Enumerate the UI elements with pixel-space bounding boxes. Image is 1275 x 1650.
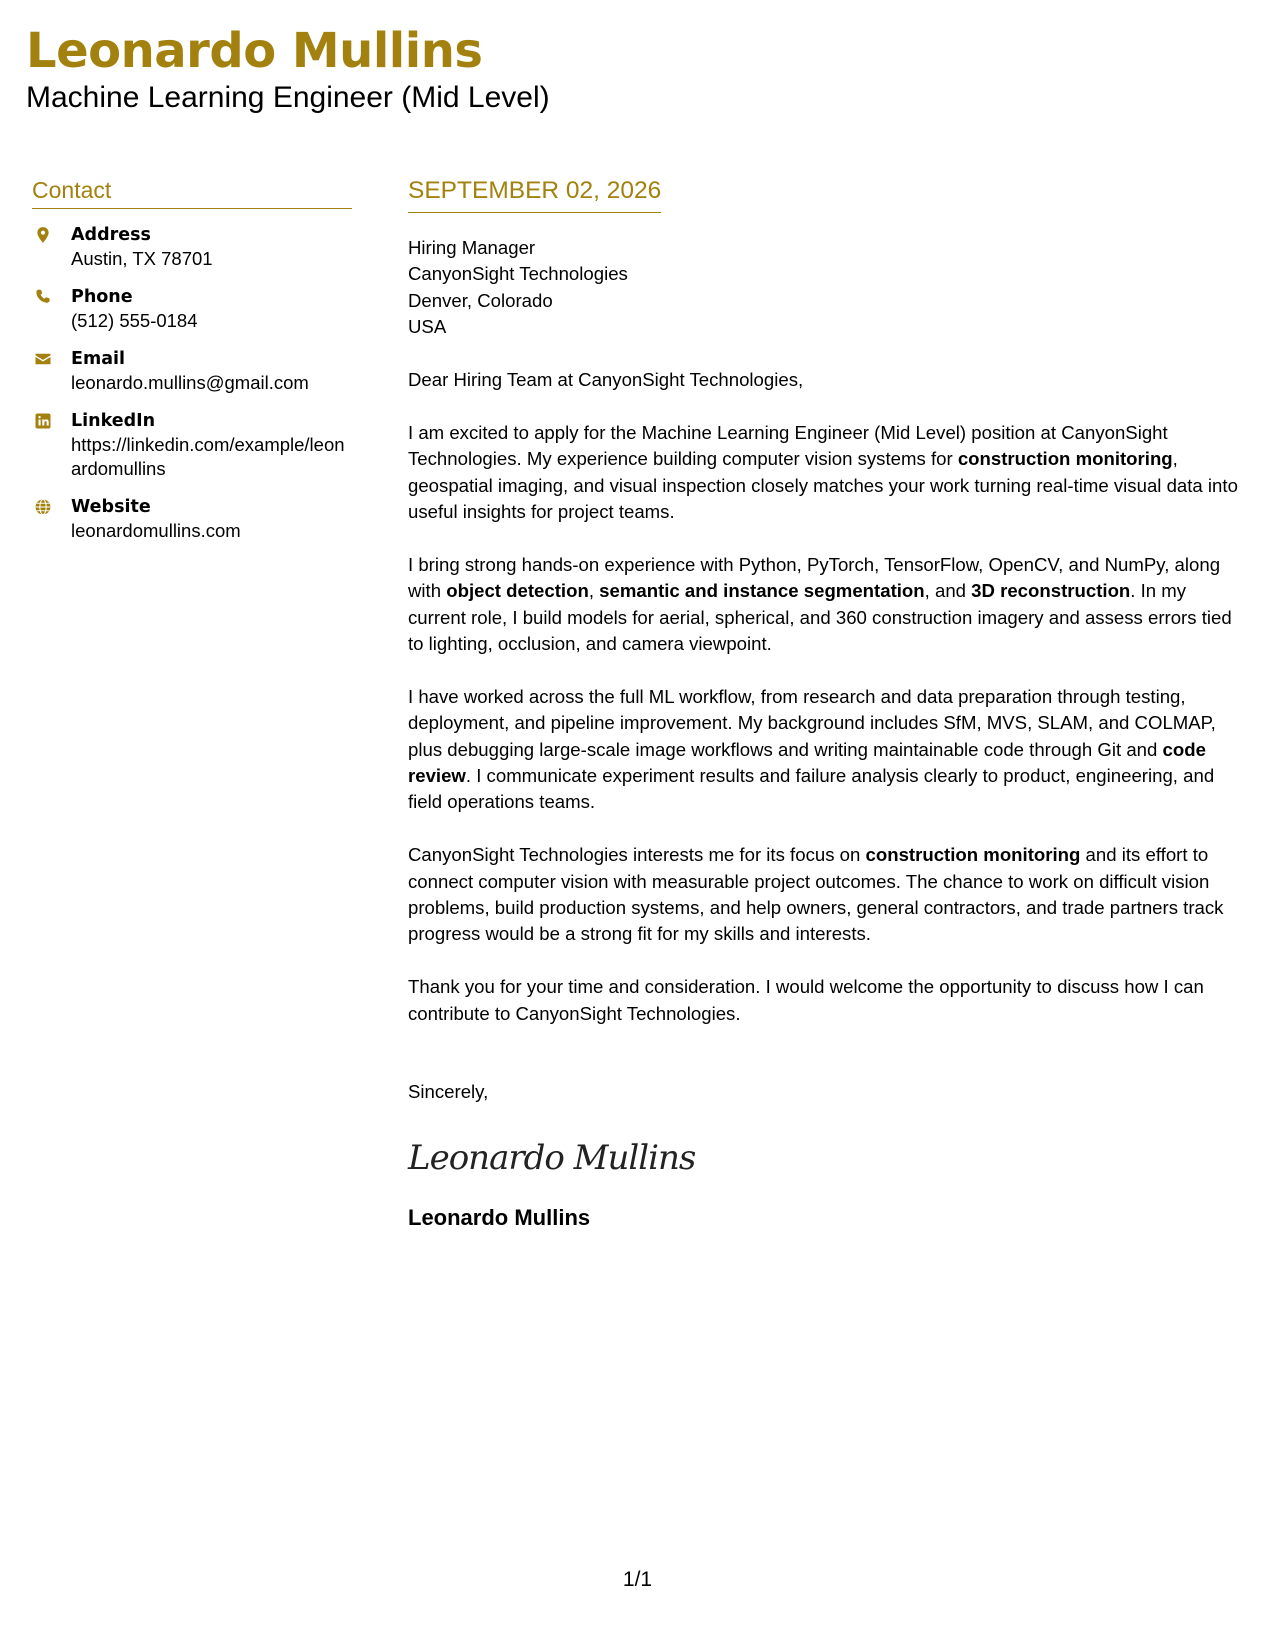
paragraph-1 [408, 420, 1238, 526]
linkedin-icon [34, 412, 52, 430]
recipient-line: Denver, Colorado [408, 289, 553, 311]
contact-phone [32, 285, 352, 333]
closing: Sincerely, [408, 1081, 489, 1103]
text-run: I am excited to apply for the Machine Learning Engineer (Mid Level) position at CanyonSight Technologies. My experience building computer vision systems for [408, 421, 1168, 470]
contact-label: Website [71, 497, 151, 517]
envelope-icon [34, 350, 52, 368]
bold-phrase: construction monitoring [865, 844, 1081, 866]
contact-label: Phone [71, 287, 133, 307]
bold-phrase: 3D reconstruction [971, 580, 1131, 602]
paragraph-4 [408, 842, 1238, 948]
text-run: , [588, 580, 600, 602]
header [26, 22, 550, 116]
contact-label: Address [71, 225, 151, 245]
bold-phrase: semantic and instance segmentation [599, 580, 925, 602]
recipient-line: CanyonSight Technologies [408, 263, 628, 285]
paragraph-2 [408, 552, 1238, 658]
text-run: . In my current role, I build models for aerial, spherical, and 360 construction imagery and assess errors tied to lighting, occlusion, and camera viewpoint. [408, 580, 1232, 655]
text-run: , geospatial imaging, and visual inspection closely matches your work turning real-time visual data into useful insights for project teams. [408, 448, 1238, 523]
contact-heading: Contact [32, 176, 352, 209]
signature: Leonardo Mullins [408, 1137, 696, 1178]
recipient-line: USA [408, 316, 447, 338]
text-run: and its effort to connect computer vision with measurable project outcomes. The chance to work on difficult vision problems, build production systems, and help owners, general contractors, and trade partners track progress would be a strong fit for my skills and interests. [408, 844, 1224, 945]
paragraph-3 [408, 684, 1238, 816]
contact-linkedin [32, 409, 352, 481]
phone-icon [34, 288, 52, 306]
signer-name: Leonardo Mullins [408, 1204, 591, 1230]
text-run: I have worked across the full ML workflow, from research and data preparation through testing, deployment, and pipeline improvement. My background includes SfM, MVS, SLAM, and COLMAP, plus debugging large-scale image workflows and writing maintainable code through Git and [408, 685, 1216, 760]
contact-label: LinkedIn [71, 411, 156, 431]
contact-value: leonardomullins.com [71, 520, 241, 541]
map-pin-icon [34, 226, 52, 244]
text-run: , and [924, 580, 972, 602]
letter-body [408, 176, 1238, 1232]
letter-date: SEPTEMBER 02, 2026 [408, 177, 662, 204]
text-run: CanyonSight Technologies interests me for its focus on [408, 844, 866, 866]
recipient-line: Hiring Manager [408, 237, 536, 258]
paragraph-5: Thank you for your time and consideration. I would welcome the opportunity to discuss how I can contribute to CanyonSight Technologies. [408, 976, 1204, 1024]
contact-sidebar [32, 176, 352, 543]
contact-address [32, 223, 352, 271]
text-run: . I communicate experiment results and failure analysis clearly to product, engineering, and field operations teams. [408, 765, 1215, 813]
job-title: Machine Learning Engineer (Mid Level) [26, 81, 550, 114]
bold-phrase: construction monitoring [957, 448, 1173, 470]
contact-value: (512) 555-0184 [71, 310, 198, 331]
bold-phrase: object detection [446, 580, 589, 602]
contact-website [32, 495, 352, 543]
contact-value: Austin, TX 78701 [71, 248, 213, 269]
contact-email [32, 347, 352, 395]
salutation: Dear Hiring Team at CanyonSight Technologies, [408, 369, 804, 391]
bold-phrase: code review [408, 738, 1206, 787]
contact-label: Email [71, 349, 125, 369]
contact-value: leonardo.mullins@gmail.com [71, 372, 309, 393]
date-block [408, 176, 661, 213]
globe-icon [34, 498, 52, 516]
contact-value: https://linkedin.com/example/leonardomullins [71, 434, 345, 479]
applicant-name: Leonardo Mullins [26, 23, 483, 79]
recipient-block [408, 235, 1238, 341]
text-run: I bring strong hands-on experience with Python, PyTorch, TensorFlow, OpenCV, and NumPy, along with [408, 553, 1221, 602]
page-number: 1/1 [622, 1568, 653, 1591]
